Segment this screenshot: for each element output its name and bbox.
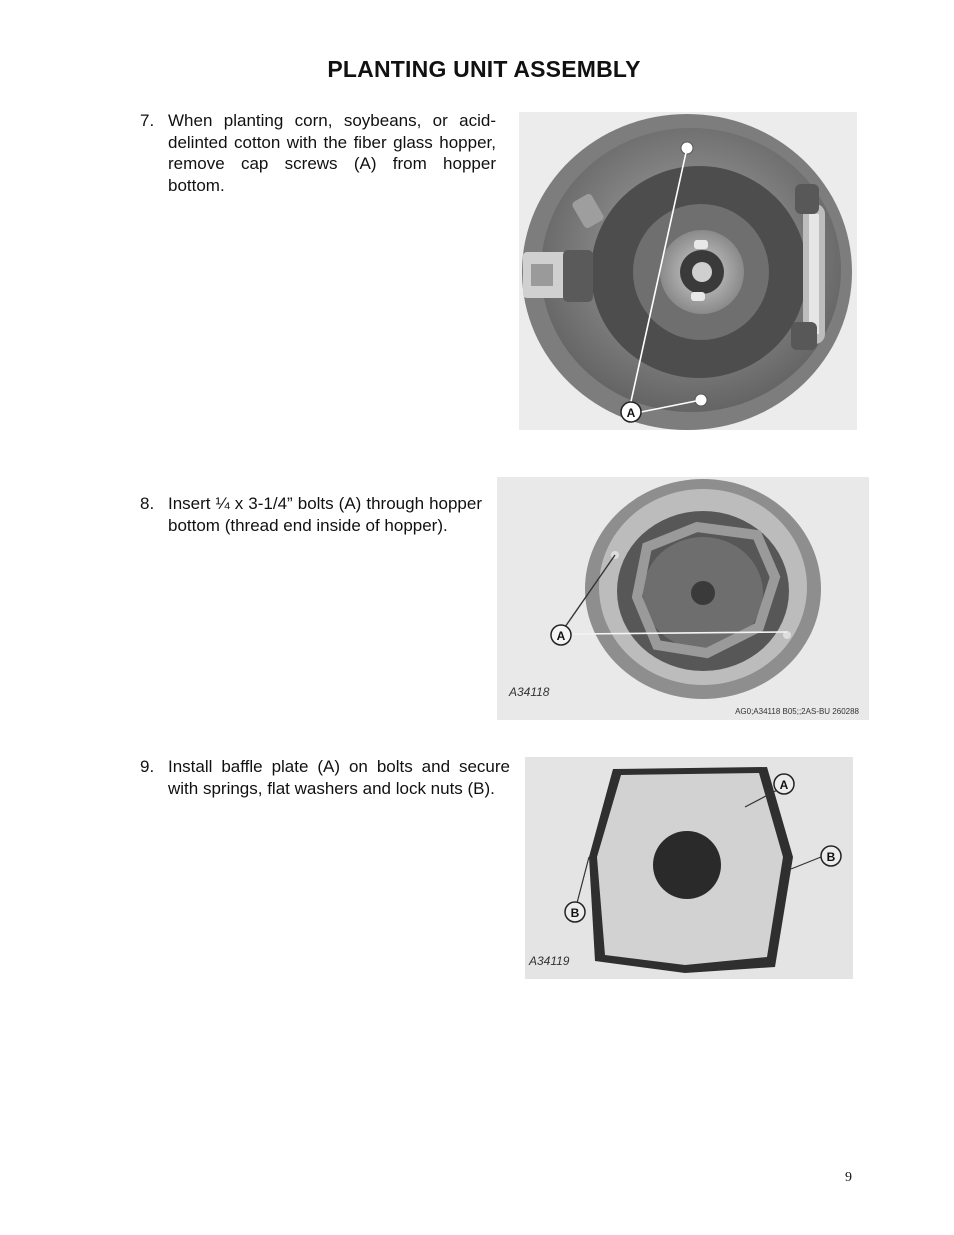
figure-caption: A34118 <box>509 685 550 699</box>
step-text: When planting corn, soybeans, or acid-delinted cotton with the fiber glass hopper, remove cap screws (A) from hopper bottom. <box>168 111 496 195</box>
step-number: 7. <box>140 111 155 130</box>
baffle-plate-photo <box>525 757 853 979</box>
callout-a: A <box>779 778 789 792</box>
figure-baffle-plate <box>525 757 853 979</box>
figure-caption: A34119 <box>529 954 570 968</box>
hopper-bottom-photo <box>519 112 857 430</box>
hopper-bolts-photo <box>497 477 869 720</box>
figure-bolts-through-hopper <box>497 477 869 720</box>
step-number: 8. <box>140 494 155 513</box>
figure-hopper-bottom-cap-screws <box>519 112 857 430</box>
step-text: Install baffle plate (A) on bolts and secure with springs, flat washers and lock nuts (B). <box>168 757 510 798</box>
figure-footer-code: AG0;A34118 B05;;2AS-BU 260288 <box>735 707 859 716</box>
page-number: 9 <box>845 1170 852 1185</box>
callout-b-left: B <box>570 906 580 920</box>
step-number: 9. <box>140 757 155 776</box>
page-title: PLANTING UNIT ASSEMBLY <box>327 56 641 82</box>
callout-b-right: B <box>826 850 836 864</box>
callout-a: A <box>626 406 636 420</box>
step-text: Insert ¼ x 3-1/4” bolts (A) through hopper bottom (thread end inside of hopper). <box>168 494 482 535</box>
callout-a: A <box>556 629 566 643</box>
